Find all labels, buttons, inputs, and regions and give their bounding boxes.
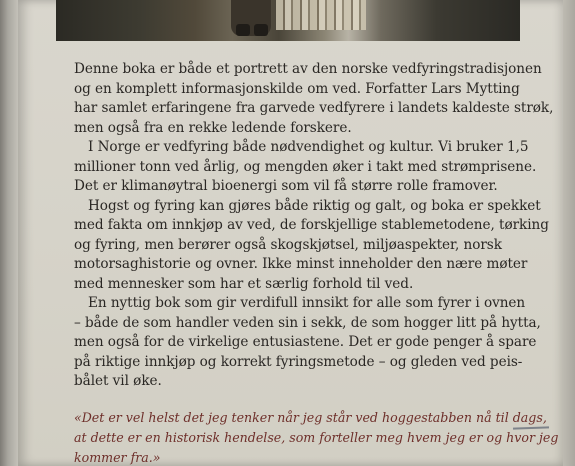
blurb-line: motorsaghistorie og ovner. Ikke minst inneholder den nære møter <box>74 256 528 272</box>
quote-line: kommer fra.» <box>74 450 161 465</box>
blurb-line: med mennesker som har et særlig forhold til ved. <box>74 275 414 292</box>
blurb-line: og fyring, men berører også skogskjøtsel, miljøaspekter, norsk <box>74 236 502 253</box>
cover-photograph <box>56 0 520 41</box>
blurb-line: men også fra en rekke ledende forskere. <box>74 119 352 136</box>
firewood-stack <box>276 0 366 30</box>
blurb-line: med fakta om innkjøp av ved, de forskjellige stablemetodene, tørking <box>74 217 549 233</box>
blurb-line: En nyttig bok som gir verdifull innsikt for alle som fyrer i ovnen <box>88 295 526 311</box>
blurb-line: Denne boka er både et portrett av den norske vedfyringstradisjonen <box>74 61 542 77</box>
blurb-line: millioner tonn ved årlig, og mengden øker i takt med strømprisene. <box>74 158 537 175</box>
boot-right <box>254 24 268 36</box>
blurb-line: men også for de virkelige entusiastene. Det er gode penger å spare <box>74 334 537 350</box>
boot-left <box>236 24 250 36</box>
blurb-line: I Norge er vedfyring både nødvendighet og kultur. Vi bruker 1,5 <box>88 139 529 155</box>
quote-line: at dette er en historisk hendelse, som forteller meg hvem jeg er og hvor jeg <box>74 430 559 445</box>
author-quote <box>74 408 559 466</box>
blurb-line: – både de som handler veden sin i sekk, de som hogger litt på hytta, <box>74 314 541 331</box>
quote-line: «Det er vel helst det jeg tenker når jeg står ved hoggestabben nå til dags, <box>74 410 547 425</box>
blurb-line: Hogst og fyring kan gjøres både riktig og galt, og boka er spekket <box>88 197 541 214</box>
blurb-line: har samlet erfaringene fra garvede vedfyrere i landets kaldeste strøk, <box>74 100 554 116</box>
blurb-line: bålet vil øke. <box>74 373 162 389</box>
blurb-line: Det er klimanøytral bioenergi som vil få større rolle framover. <box>74 178 498 194</box>
blurb-line: på riktige innkjøp og korrekt fyringsmetode – og gleden ved peis- <box>74 353 523 370</box>
blurb-line: og en komplett informasjonskilde om ved. Forfatter Lars Mytting <box>74 80 520 97</box>
blurb-text <box>74 60 554 392</box>
